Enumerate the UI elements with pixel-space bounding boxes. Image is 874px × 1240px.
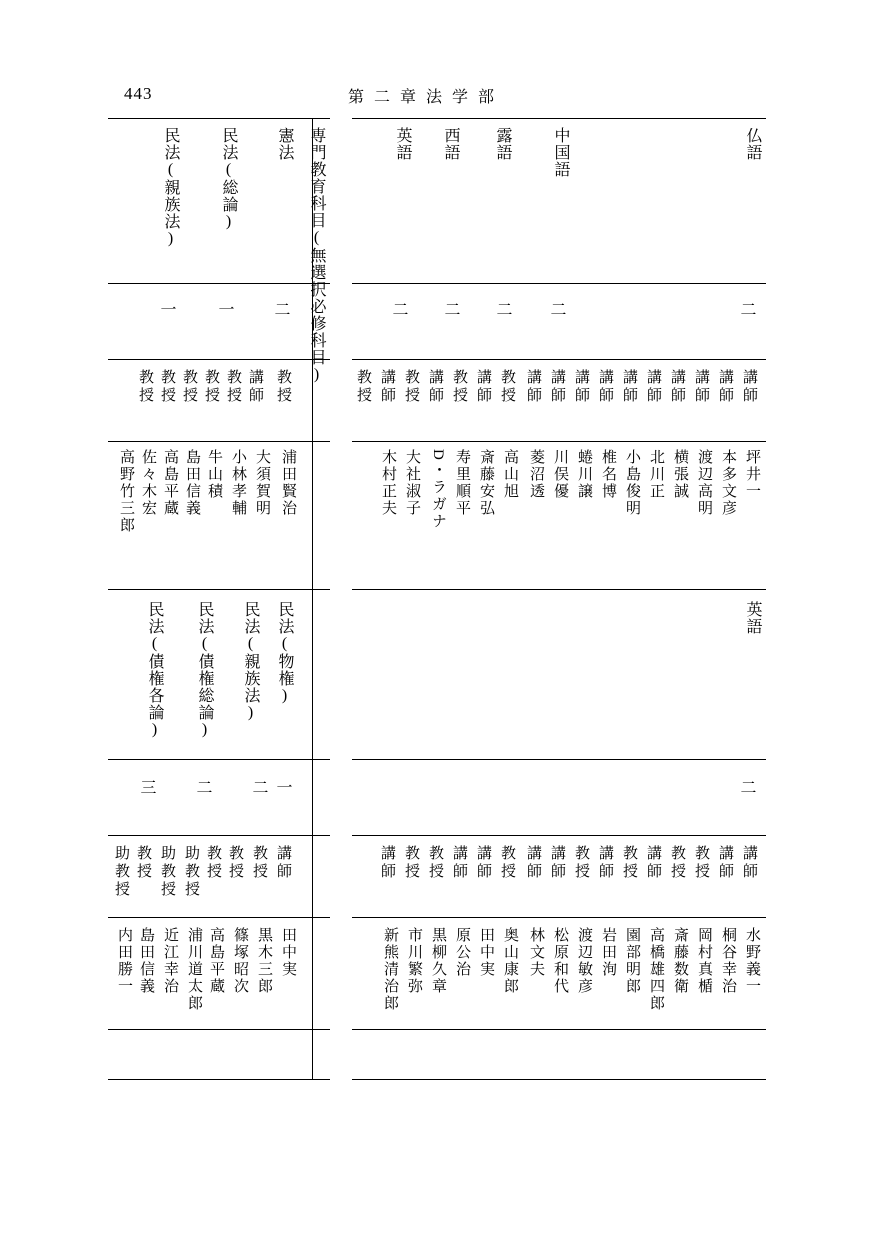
- units-rogo: 二: [494, 301, 511, 317]
- rank-1: 教授: [275, 369, 291, 405]
- subject-furansugo: 仏語: [744, 127, 761, 161]
- subject-minpo-saiken-kakuron: 民法(債権各論): [146, 601, 163, 739]
- name-b2-6: 近江幸治: [162, 927, 178, 995]
- right-name-b2-4: 斎藤数衛: [672, 927, 688, 995]
- right-rank-1: 講師: [741, 369, 757, 405]
- right-rule-4: [352, 589, 766, 590]
- left-rule-3: [108, 441, 330, 442]
- right-name-b2-5: 高橋雄四郎: [648, 927, 664, 1012]
- units-minpo-shinzoku: 一: [158, 301, 175, 317]
- right-name-4: 横張誠: [672, 449, 688, 500]
- right-rank-b2-15: 教授: [403, 845, 419, 881]
- units-chugokugo: 二: [548, 301, 565, 317]
- right-rule-6: [352, 835, 766, 836]
- running-head: [348, 84, 497, 107]
- right-rank-7: 講師: [597, 369, 613, 405]
- subject-rogo: 露語: [494, 127, 511, 161]
- right-rule-2: [352, 359, 766, 360]
- right-name-12: 斎藤安弘: [478, 449, 494, 517]
- name-8: 高野竹三郎: [118, 449, 134, 534]
- units-seigo: 二: [442, 301, 459, 317]
- subject-minpo-shinzoku-2: 民法(親族法): [242, 601, 259, 722]
- right-rank-b2-6: 教授: [621, 845, 637, 881]
- right-name-3: 渡辺高明: [696, 449, 712, 517]
- rank-b2-8: 助教授: [113, 845, 129, 899]
- page-header: [0, 84, 874, 108]
- units-furansugo: 二: [738, 301, 755, 317]
- subject-chugokugo: 中国語: [552, 127, 569, 178]
- right-rank-12: 講師: [475, 369, 491, 405]
- rank-6: 教授: [159, 369, 175, 405]
- right-name-b2-7: 岩田洵: [600, 927, 616, 978]
- left-table: [108, 118, 330, 1080]
- name-4: 牛山積: [206, 449, 222, 500]
- rank-2: 講師: [247, 369, 263, 405]
- subject-eigo-2: 英語: [744, 601, 761, 635]
- name-b2-5: 浦川道太郎: [186, 927, 202, 1012]
- right-name-2: 本多文彦: [720, 449, 736, 517]
- name-b2-2: 黒木三郎: [256, 927, 272, 995]
- right-rank-b2-2: 講師: [717, 845, 733, 881]
- rank-b2-1: 講師: [275, 845, 291, 881]
- units-bukken: 一: [274, 779, 291, 795]
- right-rank-5: 講師: [645, 369, 661, 405]
- right-name-15: 大社淑子: [404, 449, 420, 517]
- right-rule-7: [352, 917, 766, 918]
- name-b2-8: 内田勝一: [116, 927, 132, 995]
- right-name-b2-8: 渡辺敏彦: [576, 927, 592, 995]
- units-minpo-soron: 一: [216, 301, 233, 317]
- right-rank-10: 講師: [525, 369, 541, 405]
- left-rule-2: [108, 359, 330, 360]
- right-name-6: 小島俊明: [624, 449, 640, 517]
- right-name-16: 木村正夫: [380, 449, 396, 517]
- right-rule-3: [352, 441, 766, 442]
- running-head-word2: 学: [452, 89, 479, 106]
- right-rank-3: 講師: [693, 369, 709, 405]
- right-rank-b2-1: 講師: [741, 845, 757, 881]
- right-rank-2: 講師: [717, 369, 733, 405]
- right-rank-6: 講師: [621, 369, 637, 405]
- right-rank-14: 講師: [427, 369, 443, 405]
- rank-b2-4: 教授: [205, 845, 221, 881]
- rank-b2-7: 教授: [135, 845, 151, 881]
- right-name-b2-15: 市川繁弥: [406, 927, 422, 995]
- name-1: 浦田賢治: [280, 449, 296, 517]
- right-name-10: 菱沼透: [528, 449, 544, 500]
- right-rank-b2-7: 講師: [597, 845, 613, 881]
- right-name-9: 川俣優: [552, 449, 568, 500]
- right-name-13: 寿里順平: [454, 449, 470, 517]
- running-head-word1: 法: [426, 89, 453, 106]
- rank-3: 教授: [225, 369, 241, 405]
- rank-5: 教授: [181, 369, 197, 405]
- subject-kenpo: 憲法: [276, 127, 293, 161]
- right-rule-8: [352, 1029, 766, 1030]
- name-b2-4: 高島平蔵: [208, 927, 224, 995]
- right-rank-b2-8: 教授: [573, 845, 589, 881]
- right-name-b2-14: 黒柳久章: [430, 927, 446, 995]
- right-rank-b2-12: 講師: [475, 845, 491, 881]
- subject-seigo: 西語: [442, 127, 459, 161]
- right-rule-5: [352, 759, 766, 760]
- right-name-b2-1: 水野義一: [744, 927, 760, 995]
- units-saiken-kakuron: 三: [138, 779, 155, 795]
- rank-b2-3: 教授: [227, 845, 243, 881]
- right-name-b2-11: 奥山康郎: [502, 927, 518, 995]
- page-number: 443: [124, 84, 153, 103]
- rank-7: 教授: [137, 369, 153, 405]
- units-kenpo: 二: [272, 301, 289, 317]
- rank-4: 教授: [203, 369, 219, 405]
- right-name-5: 北川正: [648, 449, 664, 500]
- right-name-8: 蜷川譲: [576, 449, 592, 500]
- right-rank-b2-3: 教授: [693, 845, 709, 881]
- units-shinzoku-2: 二: [250, 779, 267, 795]
- running-head-word3: 部: [478, 89, 498, 106]
- left-rule-7: [108, 917, 330, 918]
- right-rank-8: 講師: [573, 369, 589, 405]
- left-rule-8: [108, 1029, 330, 1030]
- right-rank-b2-5: 講師: [645, 845, 661, 881]
- name-b2-3: 篠塚昭次: [232, 927, 248, 995]
- section-label: 専門教育科目(無選択必修科目): [308, 127, 325, 384]
- right-rank-4: 講師: [669, 369, 685, 405]
- units-saiken-soron: 二: [194, 779, 211, 795]
- right-rank-b2-11: 教授: [499, 845, 515, 881]
- name-6: 高島平蔵: [162, 449, 178, 517]
- subject-minpo-soron: 民法(総論): [220, 127, 237, 231]
- right-rank-15: 教授: [403, 369, 419, 405]
- right-name-b2-16: 新熊清治郎: [382, 927, 398, 1012]
- right-name-b2-13: 原公治: [454, 927, 470, 978]
- right-rank-b2-4: 教授: [669, 845, 685, 881]
- right-name-b2-6: 園部明郎: [624, 927, 640, 995]
- name-7: 佐々木宏: [140, 449, 156, 517]
- right-rank-b2-9: 講師: [549, 845, 565, 881]
- name-5: 島田信義: [184, 449, 200, 517]
- subject-eigo: 英語: [394, 127, 411, 161]
- right-name-14: D・ラガナ: [430, 449, 446, 530]
- right-rank-b2-14: 教授: [427, 845, 443, 881]
- right-name-b2-9: 松原和代: [552, 927, 568, 995]
- right-rank-b2-10: 講師: [525, 845, 541, 881]
- name-3: 小林孝輔: [230, 449, 246, 517]
- rank-b2-2: 教授: [251, 845, 267, 881]
- left-rule-6: [108, 835, 330, 836]
- rank-b2-5: 助教授: [183, 845, 199, 899]
- running-head-chapter: 第二章: [348, 89, 427, 106]
- right-name-b2-3: 岡村真楯: [696, 927, 712, 995]
- right-rank-b2-16: 講師: [379, 845, 395, 881]
- name-b2-7: 島田信義: [138, 927, 154, 995]
- right-rank-13: 教授: [451, 369, 467, 405]
- left-rule-5: [108, 759, 330, 760]
- right-name-b2-2: 桐谷幸治: [720, 927, 736, 995]
- units-eigo: 二: [390, 301, 407, 317]
- subject-minpo-saiken-soron: 民法(債権総論): [196, 601, 213, 739]
- right-rank-11: 教授: [499, 369, 515, 405]
- right-rank-b2-13: 講師: [451, 845, 467, 881]
- left-rule-4: [108, 589, 330, 590]
- right-name-11: 高山旭: [502, 449, 518, 500]
- right-rule-1: [352, 283, 766, 284]
- rank-b2-6: 助教授: [159, 845, 175, 899]
- right-table: [352, 118, 766, 1080]
- subject-minpo-bukken: 民法(物権): [276, 601, 293, 705]
- name-2: 大須賀明: [254, 449, 270, 517]
- right-rank-17: 教授: [355, 369, 371, 405]
- right-name-7: 椎名博: [600, 449, 616, 500]
- units-eigo-2: 二: [738, 779, 755, 795]
- right-rank-9: 講師: [549, 369, 565, 405]
- left-rule-1: [108, 283, 330, 284]
- subject-minpo-shinzoku: 民法(親族法): [162, 127, 179, 248]
- right-name-b2-12: 田中実: [478, 927, 494, 978]
- name-b2-1: 田中実: [280, 927, 296, 978]
- right-name-1: 坪井一: [744, 449, 760, 500]
- right-rank-16: 講師: [379, 369, 395, 405]
- right-name-b2-10: 林文夫: [528, 927, 544, 978]
